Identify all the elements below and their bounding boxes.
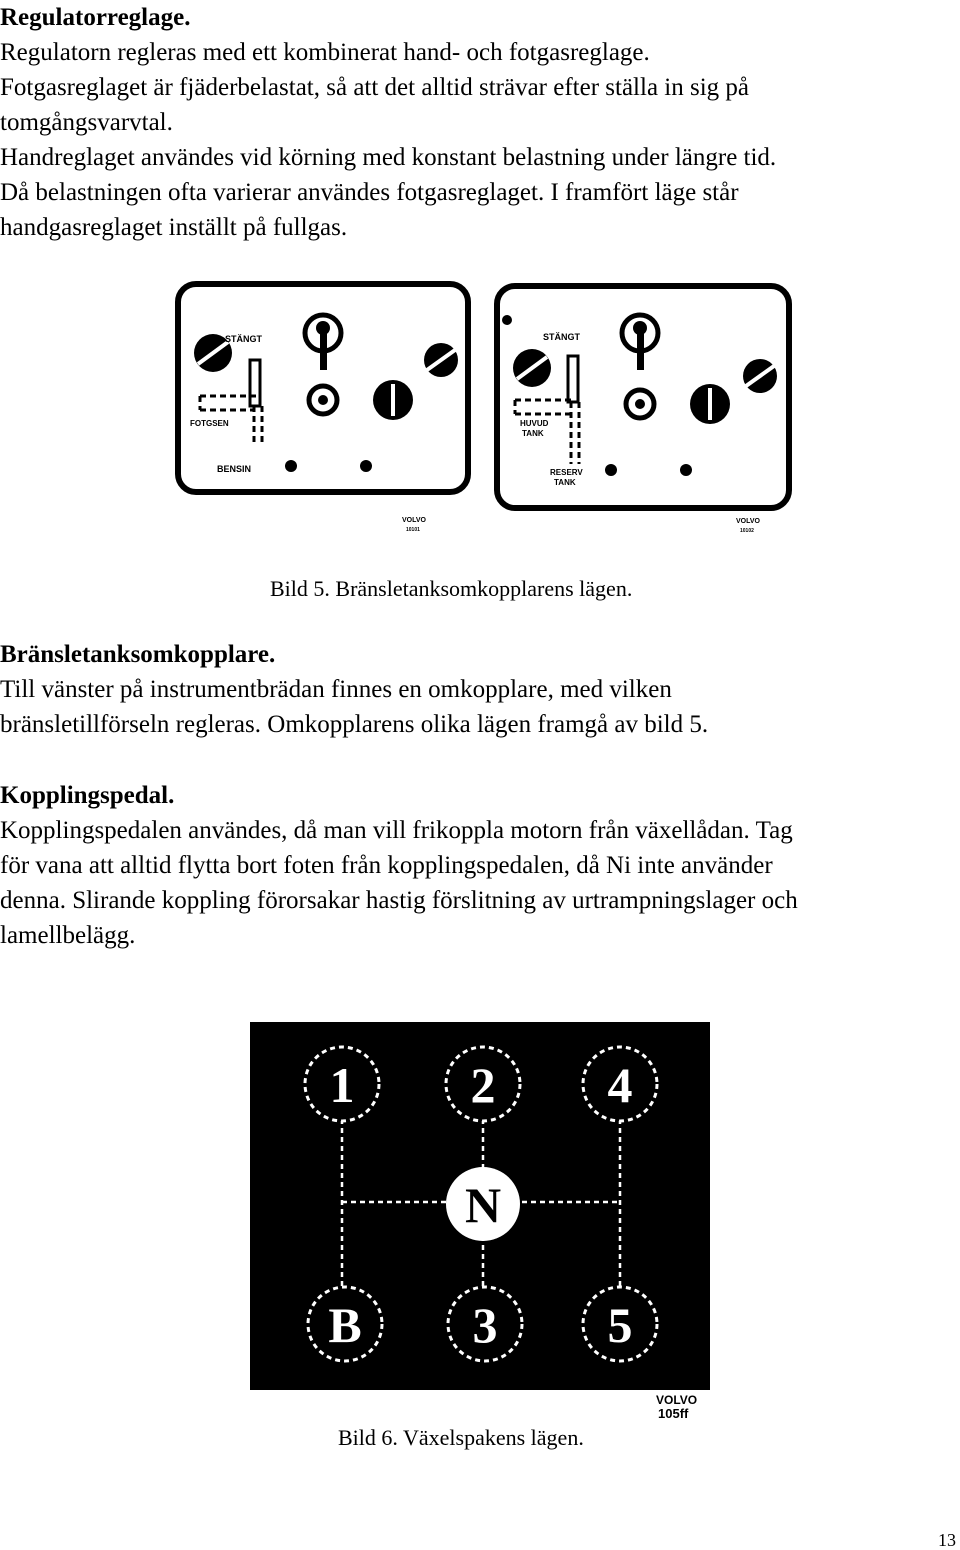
indicator-lamp-icon (626, 390, 654, 418)
paragraph-line: lamellbelägg. (0, 922, 136, 949)
gear-label: 2 (470, 1057, 496, 1113)
gear-position-4 (583, 1047, 657, 1121)
paragraph-line: denna. Slirande koppling förorsakar hastig förslitning av urtrampningslager och (0, 887, 798, 914)
gear-label: 1 (329, 1057, 355, 1113)
section-kopplingspedal (0, 778, 960, 953)
paragraph-line: handgasreglaget inställt på fullgas. (0, 214, 348, 241)
label-huvud: HUVUD (520, 419, 549, 428)
fuel-switch-panel-right (497, 286, 789, 534)
fuel-switch-panel-left (178, 284, 468, 533)
fuel-switch-illustration (170, 278, 800, 543)
gear-position-b (308, 1287, 382, 1361)
paragraph-line: Fotgasreglaget är fjäderbelastat, så att det alltid strävar efter ställa in sig på (0, 74, 750, 101)
paragraph-line: Handreglaget användes vid körning med konstant belastning under längre tid. (0, 144, 777, 171)
paragraph-line: bränsletillförseln regleras. Omkopplarens olika lägen framgå av bild 5. (0, 711, 709, 738)
small-lamp-icon (680, 464, 692, 476)
label-fotgasen: FOTGSEN (190, 419, 229, 428)
label-stangt: STÄNGT (225, 334, 262, 344)
paragraph-line: tomgångsvarvtal. (0, 109, 173, 136)
mount-dot-icon (502, 315, 512, 325)
screw-icon (743, 359, 777, 393)
gear-label: 3 (472, 1297, 498, 1353)
paragraph-line: Då belastningen ofta varierar användes fotgasreglaget. I framfört läge står (0, 179, 739, 206)
volvo-logo-number: 10101 (406, 527, 420, 533)
gear-label: B (328, 1297, 362, 1353)
volvo-logo-text: VOLVO (402, 517, 426, 524)
gear-position-1 (305, 1047, 379, 1121)
gear-label: 4 (607, 1057, 633, 1113)
volvo-logo-text: VOLVO (656, 1393, 698, 1407)
gear-position-neutral (446, 1167, 520, 1241)
label-bensin: BENSIN (217, 464, 252, 474)
gear-label: N (464, 1177, 502, 1233)
page-number: 13 (938, 1530, 956, 1550)
paragraph-line: Kopplingspedalen användes, då man vill frikoppla motorn från växellådan. Tag (0, 817, 793, 844)
gear-label: 5 (607, 1297, 633, 1353)
gear-position-2 (446, 1047, 520, 1121)
heading-bransletanksomkopplare: Bränsletanksomkopplare. (0, 641, 276, 668)
figure6-caption: Bild 6. Växelspakens lägen. (338, 1425, 584, 1450)
figure5-caption: Bild 5. Bränsletanksomkopplarens lägen. (270, 576, 633, 601)
volvo-logo-number: 10102 (740, 528, 754, 534)
gear-position-5 (583, 1287, 657, 1361)
lever-icon (250, 360, 260, 406)
lever-icon (568, 356, 578, 402)
knob-icon (690, 384, 730, 424)
label-tank: TANK (522, 429, 544, 438)
heading-regulatorreglage: Regulatorreglage. (0, 4, 191, 31)
volvo-logo-number: 105ff (658, 1406, 689, 1421)
indicator-lamp-icon (309, 386, 337, 414)
small-lamp-icon (285, 460, 297, 472)
paragraph-line: för vana att alltid flytta bort foten från kopplingspedalen, då Ni inte använder (0, 852, 773, 879)
volvo-logo-text: VOLVO (736, 518, 760, 525)
heading-kopplingspedal: Kopplingspedal. (0, 782, 175, 809)
knob-icon (373, 380, 413, 420)
section-regulatorreglage (0, 0, 960, 245)
paragraph-line: Regulatorn regleras med ett kombinerat hand- och fotgasreglage. (0, 39, 650, 66)
screw-icon (424, 343, 458, 377)
gear-position-3 (448, 1287, 522, 1361)
label-tank: TANK (554, 478, 576, 487)
small-lamp-icon (360, 460, 372, 472)
label-stangt: STÄNGT (543, 332, 580, 342)
screw-icon (513, 349, 551, 387)
small-lamp-icon (605, 464, 617, 476)
label-reserv: RESERV (550, 468, 583, 477)
gear-shift-diagram (250, 1022, 710, 1422)
paragraph-line: Till vänster på instrumentbrädan finnes en omkopplare, med vilken (0, 676, 672, 703)
section-bransletanksomkopplare (0, 637, 960, 742)
